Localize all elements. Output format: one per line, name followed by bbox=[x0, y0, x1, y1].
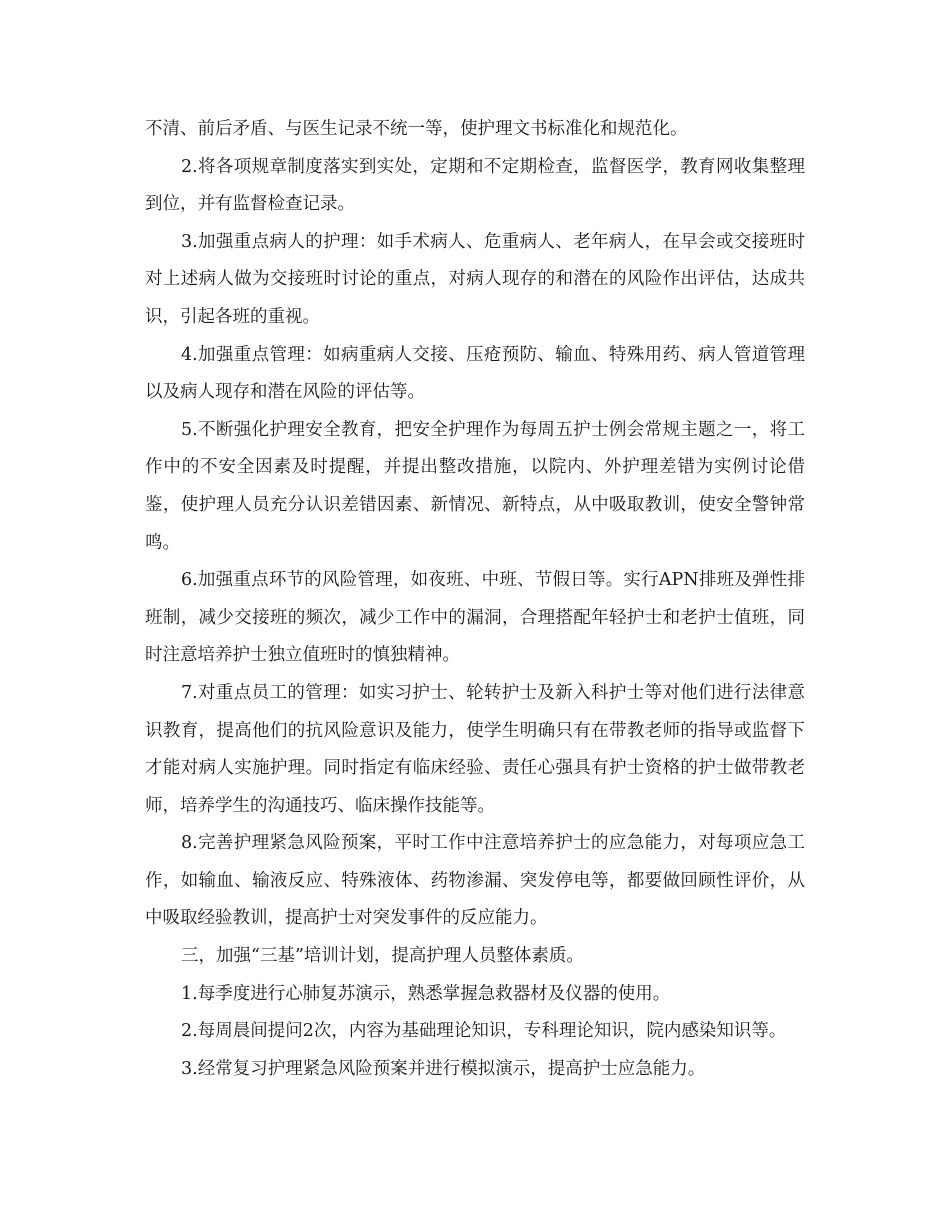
paragraph-item-7: 7.对重点员工的管理：如实习护士、轮转护士及新入科护士等对他们进行法律意识教育，提高他们的抗风险意识及能力，使学生明确只有在带教老师的指导或监督下才能对病人实施护理。同时指定有临床经验、责任心强具有护士资格的护士做带教老师，培养学生的沟通技巧、临床操作技能等。 bbox=[145, 682, 805, 816]
paragraph-continuation: 不清、前后矛盾、与医生记录不统一等，使护理文书标准化和规范化。 bbox=[145, 119, 688, 139]
document-body bbox=[145, 111, 805, 1088]
paragraph-training-1: 1.每季度进行心肺复苏演示，熟悉掌握急救器材及仪器的使用。 bbox=[181, 983, 671, 1004]
paragraph-item-8: 8.完善护理紧急风险预案，平时工作中注意培养护士的应急能力，对每项应急工作，如输血、输液反应、特殊液体、药物渗漏、突发停电等，都要做回顾性评价，从中吸取经验教训，提高护士对突发事件的反应能力。 bbox=[145, 833, 805, 929]
paragraph-item-4: 4.加强重点管理：如病重病人交接、压疮预防、输血、特殊用药、病人管道管理以及病人现存和潜在风险的评估等。 bbox=[145, 344, 805, 403]
paragraph-item-5: 5.不断强化护理安全教育，把安全护理作为每周五护士例会常规主题之一，将工作中的不安全因素及时提醒，并提出整改措施，以院内、外护理差错为实例讨论借鉴，使护理人员充分认识差错因素、新情况、新特点，从中吸取教训，使安全警钟常鸣。 bbox=[145, 419, 805, 553]
paragraph-item-2: 2.将各项规章制度落实到实处，定期和不定期检查，监督医学，教育网收集整理到位，并有监督检查记录。 bbox=[145, 156, 805, 215]
section-heading-three: 三，加强“三基”培训计划，提高护理人员整体素质。 bbox=[181, 946, 584, 967]
paragraph-item-3: 3.加强重点病人的护理：如手术病人、危重病人、老年病人，在早会或交接班时对上述病人做为交接班时讨论的重点，对病人现存的和潜在的风险作出评估，达成共识，引起各班的重视。 bbox=[145, 231, 805, 327]
paragraph-training-3: 3.经常复习护理紧急风险预案并进行模拟演示，提高护士应急能力。 bbox=[181, 1058, 706, 1079]
paragraph-training-2: 2.每周晨间提问2次，内容为基础理论知识，专科理论知识，院内感染知识等。 bbox=[181, 1021, 787, 1042]
paragraph-item-6: 6.加强重点环节的风险管理，如夜班、中班、节假日等。实行APN排班及弹性排班制，减少交接班的频次，减少工作中的漏洞，合理搭配年轻护士和老护士值班，同时注意培养护士独立值班时的慎独精神。 bbox=[145, 570, 805, 666]
